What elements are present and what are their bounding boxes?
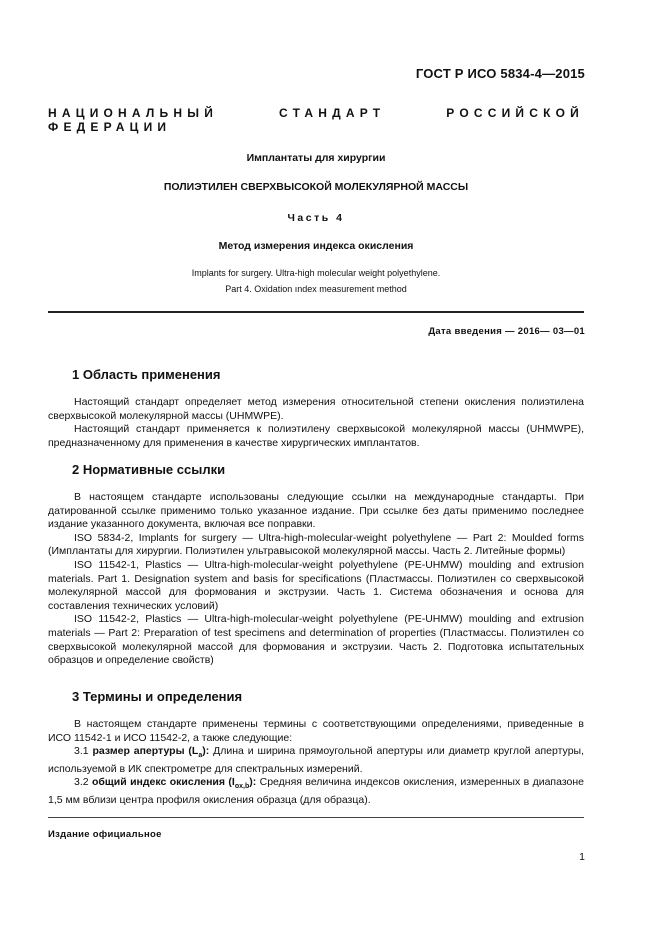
national-standard-heading: НАЦИОНАЛЬНЫЙ СТАНДАРТ РОССИЙСКОЙ ФЕДЕРАЦИИ: [48, 106, 584, 134]
main-title: ПОЛИЭТИЛЕН СВЕРХВЫСОКОЙ МОЛЕКУЛЯРНОЙ МАССЫ: [163, 181, 469, 193]
section-1-body: [48, 396, 584, 450]
reference-item: ISO 11542-2, Plastics — Ultra-high-molecular-weight polyethylene (PE-UHMW) moulding and extrusion materials — Part 2: Preparation of test specimens and determination of properties (Пластмассы. Полиэтилен со сверхвысокой молекулярной массой для формования и экструзии. Часть 2. Подготовка испытательных образцов и определение свойств): [48, 613, 584, 667]
paragraph: Настоящий стандарт применяется к полиэтилену сверхвысокой молекулярной массы (UHMWPE), предназначенному для применения в качестве хирургических имплантатов.: [48, 423, 584, 449]
paragraph: В настоящем стандарте использованы следующие ссылки на международные стандарты. При датированной ссылке применимо только указанное издание. При ссылке без даты применимо последнее издание указанного документа, включая все поправки.: [48, 491, 584, 531]
english-title-line1: Implants for surgery. Ultra-high molecular weight polyethylene.: [191, 268, 441, 278]
section-2-title: 2 Нормативные ссылки: [72, 462, 226, 477]
english-title-line2: Part 4. Oxidation ındex measurement method: [225, 284, 407, 294]
section-1-title: 1 Область применения: [72, 367, 221, 382]
section-3-title: 3 Термины и определения: [72, 689, 243, 704]
method-title: Метод измерения индекса окисления: [218, 240, 414, 252]
section-2-body: [48, 491, 584, 668]
section-3-body: [48, 718, 584, 808]
footer-divider: [48, 817, 584, 818]
part-title: Часть 4: [287, 212, 345, 224]
subject-title: Имплантаты для хирургии: [246, 152, 386, 164]
paragraph: В настоящем стандарте применены термины с соответствующими определениями, приведенные в ИСО 11542-1 и ИСО 11542-2, а также следующие:: [48, 718, 584, 744]
paragraph: Настоящий стандарт определяет метод измерения относительной степени окисления полиэтилена сверхвысокой молекулярной массы (UHMWPE).: [48, 396, 584, 422]
reference-item: ISO 11542-1, Plastics — Ultra-high-molecular-weight polyethylene (PE-UHMW) moulding and extrusion materials. Part 1. Designation system and basis for specifications (Пластмассы. Полиэтилен со сверхвысокой молекулярной массой для формования и экструзии. Часть 1. Система обозначения и основа для составления технических условий): [48, 558, 584, 612]
official-edition-label: Издание официальное: [48, 829, 162, 840]
term-definition: 3.1 размер апертуры $(L_a)$: Длина и ширина прямоугольной апертуры или диаметр круглой апертуры, используемой в ИК спектрометре для спектральных измерений.: [48, 745, 584, 775]
page-number: 1: [579, 851, 585, 863]
introduction-date: Дата введения — 2016— 03—01: [428, 326, 585, 337]
title-divider: [48, 311, 584, 313]
term-definition: 3.2 общий индекс окисления $(I_{ox,b})$: Средняя величина индексов окисления, измеренных в диапазоне 1,5 мм вблизи центра профиля окисления образца (для образца).: [48, 776, 584, 807]
reference-item: ISO 5834-2, Implants for surgery — Ultra-high-molecular-weight polyethylene — Part 2: Moulded forms (Имплантаты для хирургии. Полиэтилен ультравысокой молекулярной массы. Часть 2. Литейные формы): [48, 531, 584, 558]
document-code: ГОСТ Р ИСО 5834-4—2015: [415, 66, 585, 81]
